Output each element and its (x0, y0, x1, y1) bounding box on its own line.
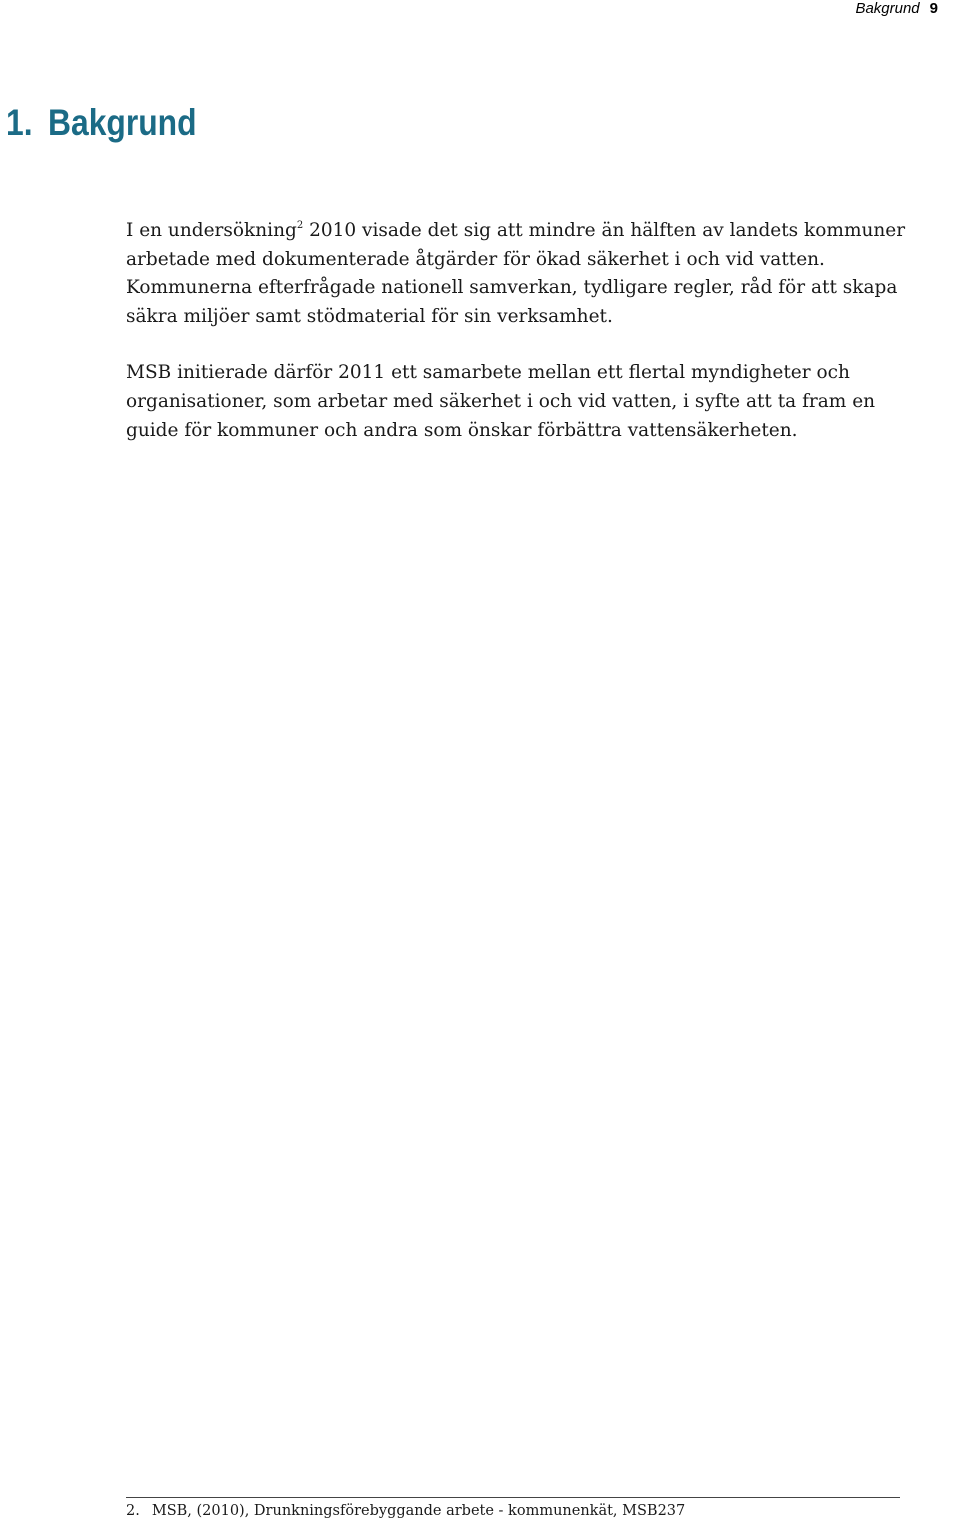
paragraph-1 (126, 217, 916, 331)
running-header-section: Bakgrund (855, 0, 920, 17)
paragraph-2: MSB initierade därför 2011 ett samarbete mellan ett flertal myndigheter och organisationer, som arbetar med säkerhet i och vid vatten, i syfte att ta fram en guide för kommuner och andra som önskar förbättra vattensäkerheten. (126, 362, 876, 441)
footnote-number: 2. (126, 1503, 140, 1519)
page-number: 9 (929, 0, 938, 17)
footnote-divider (126, 1497, 900, 1498)
paragraph-1-start: I en undersökning (126, 220, 297, 241)
chapter-title-text: Bakgrund (48, 102, 197, 143)
running-header (855, 0, 938, 18)
footnote-reference[interactable]: 2 (296, 220, 304, 231)
footnote (126, 1502, 685, 1520)
body-text (126, 217, 916, 473)
chapter-title (6, 98, 197, 148)
paragraph-1-rest: 2010 visade det sig att mindre än hälften av landets kommuner arbetade med dokumenterade åtgärder för ökad säkerhet i och vid vatten. Kommunerna efterfrågade nationell samverkan, tydligare regler, råd för att skapa säkra miljöer samt stödmaterial för sin verksamhet. (126, 220, 906, 327)
footnote-text: MSB, (2010), Drunkningsförebyggande arbete - kommunenkät, MSB237 (151, 1503, 686, 1519)
chapter-number: 1. (6, 102, 33, 143)
